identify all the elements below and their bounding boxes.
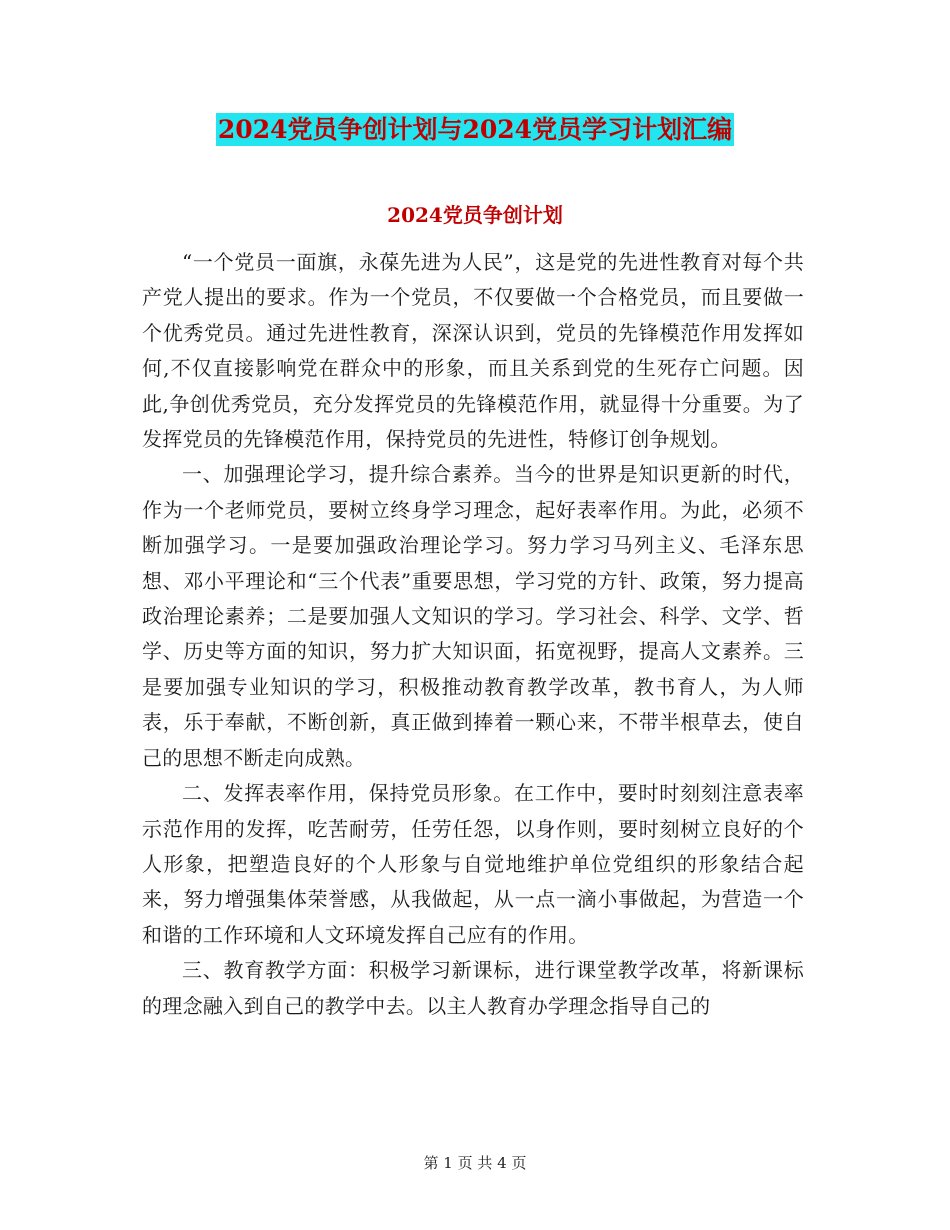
paragraph-exemplary-role: 二、发挥表率作用，保持党员形象。在工作中，要时时刻刻注意表率示范作用的发挥，吃苦耐劳，任劳任怨，以身作则，要时刻树立良好的个人形象，把塑造良好的个人形象与自觉地维护单位党组织的形象结合起来，努力增强集体荣誉感，从我做起，从一点一滴小事做起，为营造一个和谐的工作环境和人文环境发挥自己应有的作用。 (142, 781, 804, 947)
page-footer: 第 1 页 共 4 页 (423, 1154, 527, 1172)
document-title (0, 112, 950, 148)
section-title: 2024党员争创计划 (387, 203, 563, 227)
paragraph-teaching: 三、教育教学方面：积极学习新课标，进行课堂教学改革，将新课标的理念融入到自己的教学中去。以主人教育办学理念指导自己的 (142, 958, 804, 1018)
paragraph-intro: “一个党员一面旗，永葆先进为人民”，这是党的先进性教育对每个共产党人提出的要求。作为一个党员，不仅要做一个合格党员，而且要做一个优秀党员。通过先进性教育，深深认识到，党员的先锋模范作用发挥如何,不仅直接影响党在群众中的形象，而且关系到党的生死存亡问题。因此,争创优秀党员，充分发挥党员的先锋模范作用，就显得十分重要。为了发挥党员的先锋模范作用，保持党员的先进性，特修订创争规划。 (142, 250, 804, 452)
document-title-text: 2024党员争创计划与2024党员学习计划汇编 (217, 115, 733, 144)
paragraph-theory-study: 一、加强理论学习，提升综合素养。当今的世界是知识更新的时代，作为一个老师党员，要树立终身学习理念，起好表率作用。为此，必须不断加强学习。一是要加强政治理论学习。努力学习马列主义、毛泽东思想、邓小平理论和“三个代表”重要思想，学习党的方针、政策，努力提高政治理论素养；二是要加强人文知识的学习。学习社会、科学、文学、哲学、历史等方面的知识，努力扩大知识面，拓宽视野，提高人文素养。三是要加强专业知识的学习，积极推动教育教学改革，教书育人，为人师表，乐于奉献，不断创新，真正做到捧着一颗心来，不带半根草去，使自己的思想不断走向成熟。 (142, 462, 804, 770)
body-text (142, 245, 804, 1024)
